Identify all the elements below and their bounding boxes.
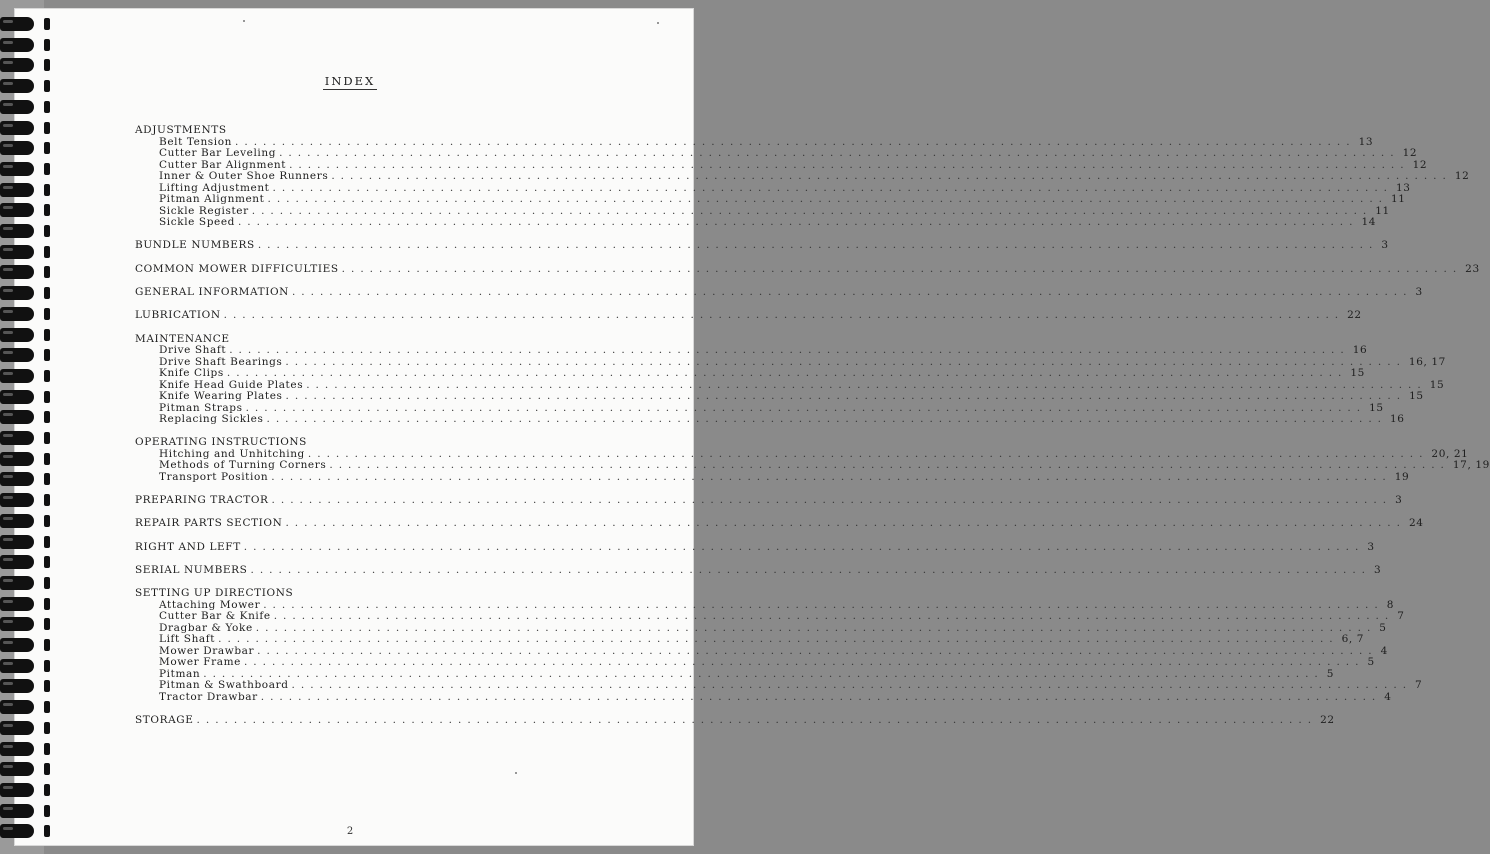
binding-highlight	[3, 248, 13, 251]
binding-highlight	[3, 268, 13, 271]
binding-loop	[0, 262, 44, 282]
index-entry	[135, 285, 1423, 298]
index-subentry-label: Lifting Adjustment	[159, 181, 270, 194]
punch-hole	[44, 349, 50, 361]
punch-hole	[44, 101, 50, 113]
binding-ring	[0, 100, 34, 114]
punch-hole	[44, 142, 50, 154]
binding-loop	[0, 676, 44, 696]
index-subentry-page: 5	[1367, 656, 1375, 669]
index-entry-page: 3	[1367, 540, 1375, 553]
punch-hole	[44, 618, 50, 630]
binding-highlight	[3, 538, 13, 541]
dot-leader: ........................................................................................................................	[237, 216, 1359, 228]
index-subentry-page: 16	[1352, 344, 1368, 356]
index-subentry	[159, 390, 1424, 402]
index-entry-page: 23	[1465, 262, 1480, 275]
index-subentry-page: 14	[1361, 216, 1377, 228]
punch-hole	[44, 411, 50, 423]
index-subentry-page: 15	[1369, 401, 1384, 414]
index-section-heading: ADJUSTMENTS	[135, 124, 227, 136]
binding-loop	[0, 242, 44, 262]
binding-ring	[0, 245, 34, 259]
punch-hole	[44, 391, 50, 403]
dot-leader: ........................................................................................................................	[203, 667, 1324, 680]
punch-hole	[44, 18, 50, 30]
binding-loop	[0, 118, 44, 138]
paper-speck	[657, 22, 659, 24]
binding-ring	[0, 183, 34, 197]
index-subentry	[159, 181, 1411, 194]
binding-ring	[0, 307, 34, 321]
index-entry-page: 22	[1347, 309, 1362, 322]
index-subentry-page: 5	[1326, 667, 1335, 680]
binding-highlight	[3, 434, 13, 437]
binding-loop	[0, 345, 44, 365]
index-subentry	[159, 170, 1470, 182]
binding-ring	[0, 659, 34, 673]
binding-highlight	[3, 20, 13, 23]
binding-highlight	[3, 475, 13, 478]
index-subentry-page: 15	[1350, 367, 1365, 379]
punch-hole	[44, 163, 50, 175]
dot-leader: ........................................................................................................................	[251, 204, 1373, 217]
binding-highlight	[3, 600, 13, 603]
index-subentry-page: 8	[1386, 598, 1395, 611]
binding-loop	[0, 656, 44, 676]
punch-hole	[44, 473, 50, 485]
index-subentry	[159, 344, 1368, 356]
binding-loop	[0, 490, 44, 510]
index-entry-label: REPAIR PARTS SECTION	[135, 517, 283, 530]
punch-hole	[44, 494, 50, 506]
binding-loop	[0, 35, 44, 55]
binding-loop	[0, 697, 44, 717]
index-subentry	[159, 147, 1418, 159]
index-entry-label: LUBRICATION	[135, 309, 221, 322]
index-subentry-label: Cutter Bar & Knife	[159, 610, 271, 623]
punch-hole	[44, 246, 50, 258]
binding-loop	[0, 594, 44, 614]
binding-ring	[0, 783, 34, 797]
punch-hole	[44, 743, 50, 755]
index-subentry-label: Knife Clips	[159, 367, 224, 379]
binding-loop	[0, 387, 44, 407]
dot-leader: ........................................................................................................................	[341, 262, 1463, 275]
index-subentry	[159, 690, 1392, 703]
index-subentry-label: Transport Position	[159, 470, 269, 483]
index-subentry-page: 19	[1394, 470, 1410, 483]
index-entry	[135, 262, 1480, 275]
index-entry-label: SERIAL NUMBERS	[135, 564, 248, 576]
dot-leader: ........................................................................................................................	[291, 679, 1413, 692]
binding-highlight	[3, 745, 13, 748]
index-subentry-page: 11	[1375, 204, 1390, 217]
punch-hole	[44, 536, 50, 548]
index-subentry	[159, 598, 1395, 611]
binding-loop	[0, 97, 44, 117]
binding-highlight	[3, 41, 13, 44]
index-subentry	[159, 204, 1390, 217]
punch-hole	[44, 39, 50, 51]
index-section-heading: SETTING UP DIRECTIONS	[135, 587, 294, 600]
index-subentry-label: Pitman Alignment	[159, 193, 265, 205]
index-subentry-page: 13	[1396, 181, 1411, 194]
index-title: INDEX	[324, 74, 376, 88]
punch-hole	[44, 453, 50, 465]
binding-ring	[0, 369, 34, 383]
index-entry-page: 22	[1320, 714, 1335, 727]
binding-highlight	[3, 496, 13, 499]
index-subentry-page: 13	[1358, 135, 1374, 148]
index-subentry	[159, 679, 1423, 692]
index-subentry-label: Knife Head Guide Plates	[159, 378, 304, 391]
index-section-heading: OPERATING INSTRUCTIONS	[135, 436, 307, 449]
index-subentry	[159, 216, 1377, 228]
index-subentry-label: Attaching Mower	[159, 598, 261, 611]
binding-highlight	[3, 455, 13, 458]
index-subentry-page: 12	[1454, 170, 1470, 182]
index-entry-label: STORAGE	[135, 714, 194, 727]
index-subentry	[159, 367, 1365, 379]
page-number: 2	[346, 826, 354, 837]
index-section-heading: MAINTENANCE	[135, 332, 230, 345]
binding-loop	[0, 200, 44, 220]
dot-leader: ........................................................................................................................	[285, 517, 1406, 530]
dot-leader: ........................................................................................................................	[329, 459, 1450, 472]
dot-leader: ........................................................................................................................	[285, 390, 1407, 402]
index-subentry	[159, 610, 1405, 623]
punch-hole	[44, 370, 50, 382]
binding-ring	[0, 121, 34, 135]
index-entry-page: 3	[1381, 239, 1389, 252]
index-subentry-page: 17, 19	[1452, 459, 1490, 472]
punch-hole	[44, 577, 50, 589]
index-subentry-page: 20, 21	[1431, 447, 1469, 460]
index-entry-label: BUNDLE NUMBERS	[135, 239, 255, 252]
index-subentry-page: 12	[1402, 147, 1418, 159]
binding-loop	[0, 801, 44, 821]
dot-leader: ........................................................................................................................	[267, 193, 1389, 205]
index-subentry-label: Lift Shaft	[159, 633, 216, 646]
binding-ring	[0, 514, 34, 528]
index-entry-label: COMMON MOWER DIFFICULTIES	[135, 262, 339, 275]
index-subentry-page: 6, 7	[1341, 633, 1365, 646]
binding-highlight	[3, 206, 13, 209]
dot-leader: ........................................................................................................................	[255, 621, 1377, 634]
punch-hole	[44, 432, 50, 444]
binding-highlight	[3, 786, 13, 789]
index-subentry-label: Cutter Bar Leveling	[159, 147, 277, 159]
index-subentry-page: 11	[1391, 193, 1406, 205]
binding-loop	[0, 366, 44, 386]
binding-loop	[0, 138, 44, 158]
dot-leader: ........................................................................................................................	[257, 644, 1378, 657]
dot-leader: ........................................................................................................................	[291, 285, 1413, 298]
dot-leader: ........................................................................................................................	[273, 610, 1395, 623]
binding-highlight	[3, 165, 13, 168]
binding-highlight	[3, 289, 13, 292]
index-subentry-page: 5	[1379, 621, 1387, 634]
index-subentry-label: Drive Shaft	[159, 344, 227, 356]
index-entry-label: GENERAL INFORMATION	[135, 285, 289, 298]
index-subentry-label: Pitman	[159, 667, 201, 680]
binding-highlight	[3, 662, 13, 665]
binding-highlight	[3, 227, 13, 230]
index-subentry-page: 4	[1380, 644, 1388, 657]
dot-leader: ........................................................................................................................	[271, 470, 1392, 483]
index-subentry	[159, 193, 1406, 205]
dot-leader: ........................................................................................................................	[257, 239, 1379, 252]
dot-leader: ........................................................................................................................	[243, 540, 1365, 553]
index-entry-label: PREPARING TRACTOR	[135, 494, 269, 507]
binding-ring	[0, 162, 34, 176]
index-subentry-page: 16, 17	[1408, 355, 1446, 368]
binding-loop	[0, 221, 44, 241]
binding-loop	[0, 304, 44, 324]
index-subentry-page: 12	[1412, 158, 1428, 171]
index-subentry-page: 15	[1429, 378, 1445, 391]
punch-hole	[44, 722, 50, 734]
binding-ring	[0, 452, 34, 466]
index-subentry-label: Dragbar & Yoke	[159, 621, 253, 634]
index-subentry-label: Hitching and Unhitching	[159, 447, 305, 460]
punch-hole	[44, 805, 50, 817]
binding-loop	[0, 511, 44, 531]
index-entry-page: 24	[1408, 517, 1424, 530]
binding-loop	[0, 614, 44, 634]
punch-hole	[44, 59, 50, 71]
binding-highlight	[3, 331, 13, 334]
binding-highlight	[3, 310, 13, 313]
binding-highlight	[3, 682, 13, 685]
binding-loop	[0, 55, 44, 75]
dot-leader: ........................................................................................................................	[331, 170, 1452, 182]
index-entry	[135, 540, 1375, 553]
punch-hole	[44, 515, 50, 527]
binding-highlight	[3, 579, 13, 582]
index-subentry	[159, 447, 1469, 460]
index-subentry-page: 7	[1397, 610, 1405, 623]
punch-hole	[44, 556, 50, 568]
binding-highlight	[3, 558, 13, 561]
binding-loop	[0, 428, 44, 448]
index-subentry-label: Replacing Sickles	[159, 413, 264, 425]
punch-hole	[44, 701, 50, 713]
binding-highlight	[3, 641, 13, 644]
binding-loop	[0, 759, 44, 779]
index-subentry-label: Belt Tension	[159, 135, 233, 148]
index-subentry-page: 7	[1415, 679, 1423, 692]
paper-speck	[515, 772, 517, 774]
punch-hole	[44, 204, 50, 216]
punch-hole	[44, 784, 50, 796]
punch-hole	[44, 639, 50, 651]
dot-leader: ........................................................................................................................	[245, 401, 1367, 414]
binding-loop	[0, 718, 44, 738]
binding-highlight	[3, 517, 13, 520]
dot-leader: ........................................................................................................................	[250, 564, 1372, 576]
index-subentry	[159, 413, 1405, 425]
index-subentry	[159, 633, 1365, 646]
binding-highlight	[3, 372, 13, 375]
index-subentry	[159, 459, 1490, 472]
index-entry	[135, 517, 1424, 530]
punch-hole	[44, 225, 50, 237]
binding-loop	[0, 159, 44, 179]
index-subentry-page: 4	[1384, 690, 1392, 703]
dot-leader: ........................................................................................................................	[266, 413, 1388, 425]
index-subentry	[159, 378, 1445, 391]
dot-leader: ........................................................................................................................	[271, 494, 1393, 507]
paper-speck	[243, 20, 245, 22]
binding-highlight	[3, 393, 13, 396]
punch-hole	[44, 184, 50, 196]
punch-hole	[44, 329, 50, 341]
index-entry-page: 3	[1415, 285, 1423, 298]
binding-highlight	[3, 61, 13, 64]
dot-leader: ........................................................................................................................	[226, 367, 1348, 379]
dot-leader: ........................................................................................................................	[306, 378, 1427, 391]
punch-hole	[44, 122, 50, 134]
dot-leader: ........................................................................................................................	[272, 181, 1394, 194]
punch-hole	[44, 287, 50, 299]
index-subentry	[159, 135, 1374, 148]
punch-hole	[44, 680, 50, 692]
dot-leader: ........................................................................................................................	[289, 158, 1410, 171]
dot-leader: ........................................................................................................................	[223, 309, 1345, 322]
binding-highlight	[3, 144, 13, 147]
dot-leader: ........................................................................................................................	[218, 633, 1339, 646]
binding-loop	[0, 180, 44, 200]
binding-loop	[0, 573, 44, 593]
dot-leader: ........................................................................................................................	[285, 355, 1406, 368]
binding-loop	[0, 739, 44, 759]
binding-ring	[0, 597, 34, 611]
binding-loop	[0, 325, 44, 345]
index-entry	[135, 494, 1403, 507]
binding-ring	[0, 742, 34, 756]
binding-loop	[0, 532, 44, 552]
index-subentry	[159, 355, 1446, 368]
binding-highlight	[3, 620, 13, 623]
index-subentry-label: Tractor Drawbar	[159, 690, 258, 703]
dot-leader: ........................................................................................................................	[243, 656, 1365, 669]
index-subentry-label: Pitman Straps	[159, 401, 243, 414]
index-subentry-label: Inner & Outer Shoe Runners	[159, 170, 329, 182]
index-entry	[135, 309, 1362, 322]
dot-leader: ........................................................................................................................	[260, 690, 1382, 703]
binding-ring	[0, 38, 34, 52]
binding-ring	[0, 804, 34, 818]
dot-leader: ........................................................................................................................	[196, 714, 1318, 727]
dot-leader: ........................................................................................................................	[279, 147, 1400, 159]
index-subentry-label: Mower Drawbar	[159, 644, 255, 657]
dot-leader: ........................................................................................................................	[229, 344, 1350, 356]
index-subentry-label: Mower Frame	[159, 656, 241, 669]
binding-ring	[0, 721, 34, 735]
index-subentry-label: Knife Wearing Plates	[159, 390, 283, 402]
index-entry	[135, 564, 1382, 576]
binding-highlight	[3, 186, 13, 189]
binding-highlight	[3, 724, 13, 727]
index-entry-page: 3	[1395, 494, 1403, 507]
index-subentry-label: Sickle Register	[159, 204, 249, 217]
binding-highlight	[3, 413, 13, 416]
index-subentry-label: Cutter Bar Alignment	[159, 158, 287, 171]
index-subentry-page: 15	[1409, 390, 1424, 402]
index-subentry-label: Sickle Speed	[159, 216, 235, 228]
index-entry-label: RIGHT AND LEFT	[135, 540, 241, 553]
punch-hole	[44, 763, 50, 775]
binding-ring	[0, 576, 34, 590]
index-subentry	[159, 401, 1384, 414]
punch-hole	[44, 266, 50, 278]
index-subentry	[159, 644, 1388, 657]
binding-highlight	[3, 765, 13, 768]
index-subentry-label: Pitman & Swathboard	[159, 679, 289, 692]
binding-highlight	[3, 351, 13, 354]
binding-loop	[0, 14, 44, 34]
binding-loop	[0, 780, 44, 800]
index-subentry	[159, 656, 1375, 669]
index-subentry	[159, 158, 1428, 171]
binding-ring	[0, 535, 34, 549]
dot-leader: ........................................................................................................................	[263, 598, 1384, 611]
binding-loop	[0, 635, 44, 655]
binding-highlight	[3, 124, 13, 127]
dot-leader: ........................................................................................................................	[235, 135, 1356, 148]
index-subentry-label: Methods of Turning Corners	[159, 459, 327, 472]
punch-hole	[44, 308, 50, 320]
index-subentry	[159, 470, 1410, 483]
index-entry	[135, 239, 1389, 252]
dot-leader: ........................................................................................................................	[307, 447, 1429, 460]
binding-loop	[0, 449, 44, 469]
punch-hole	[44, 598, 50, 610]
binding-ring	[0, 390, 34, 404]
binding-highlight	[3, 103, 13, 106]
binding-highlight	[3, 703, 13, 706]
index-subentry-label: Drive Shaft Bearings	[159, 355, 283, 368]
binding-loop	[0, 469, 44, 489]
index-entry	[135, 714, 1335, 727]
binding-loop	[0, 407, 44, 427]
punch-hole	[44, 660, 50, 672]
index-subentry-page: 16	[1390, 413, 1405, 425]
binding-loop	[0, 283, 44, 303]
binding-loop	[0, 552, 44, 572]
binding-ring	[0, 328, 34, 342]
index-subentry	[159, 667, 1335, 680]
binding-highlight	[3, 807, 13, 810]
index-entry-page: 3	[1374, 564, 1382, 576]
index-subentry	[159, 621, 1387, 634]
